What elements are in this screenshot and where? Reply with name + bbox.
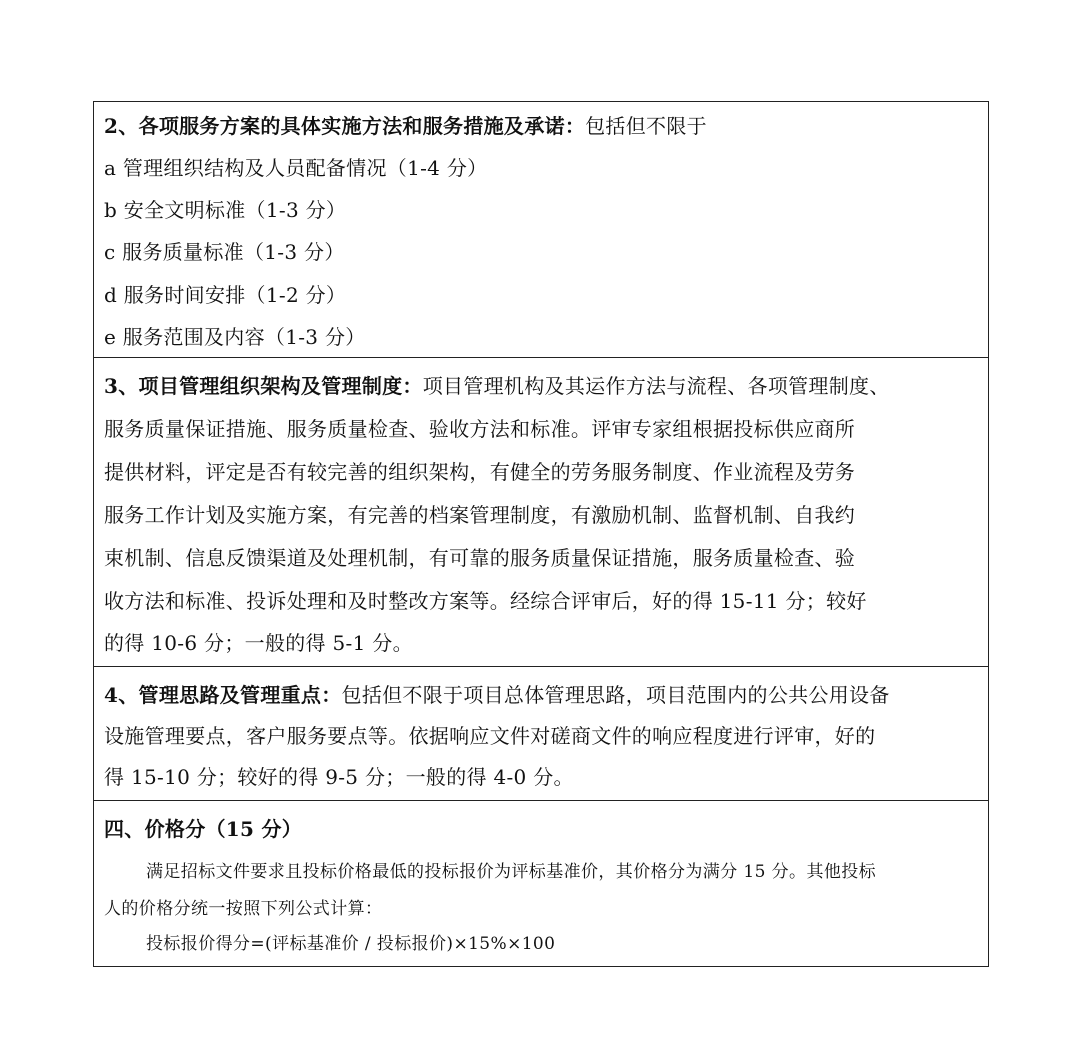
section-2-heading-bold: 2、各项服务方案的具体实施方法和服务措施及承诺： bbox=[104, 114, 586, 138]
scoring-table bbox=[93, 101, 989, 967]
price-section-line-2: 人的价格分统一按照下列公式计算： bbox=[104, 899, 383, 919]
price-section-line-1: 满足招标文件要求且投标价格最低的投标报价为评标基准价，其价格分为满分 15 分。其他投标 bbox=[146, 862, 877, 882]
price-section-cell bbox=[94, 801, 988, 968]
price-formula: 投标报价得分=(评标基准价 / 投标报价)×15%×100 bbox=[146, 934, 556, 954]
section-2-item-b: b 安全文明标准（1-3 分） bbox=[104, 198, 347, 222]
section-3-line-3: 提供材料，评定是否有较完善的组织架构，有健全的劳务服务制度、作业流程及劳务 bbox=[104, 460, 856, 484]
section-4-line-3: 得 15-10 分；较好的得 9-5 分；一般的得 4-0 分。 bbox=[104, 765, 574, 789]
section-3-cell bbox=[94, 358, 988, 667]
section-3-line-2: 服务质量保证措施、服务质量检查、验收方法和标准。评审专家组根据投标供应商所 bbox=[104, 417, 856, 441]
section-4-heading-bold: 4、管理思路及管理重点： bbox=[104, 683, 342, 707]
price-section-heading: 四、价格分（15 分） bbox=[104, 817, 303, 841]
section-2-item-d: d 服务时间安排（1-2 分） bbox=[104, 283, 347, 307]
section-3-line-1-text: 项目管理机构及其运作方法与流程、各项管理制度、 bbox=[422, 374, 890, 398]
section-4-line-2: 设施管理要点，客户服务要点等。依据响应文件对磋商文件的响应程度进行评审，好的 bbox=[104, 724, 876, 748]
section-2-item-e: e 服务范围及内容（1-3 分） bbox=[104, 325, 366, 349]
section-3-line-5: 束机制、信息反馈渠道及处理机制，有可靠的服务质量保证措施，服务质量检查、验 bbox=[104, 546, 856, 570]
section-2-item-a: a 管理组织结构及人员配备情况（1-4 分） bbox=[104, 156, 488, 180]
section-3-line-6: 收方法和标准、投诉处理和及时整改方案等。经综合评审后，好的得 15-11 分；较好 bbox=[104, 589, 867, 613]
section-3-line-7: 的得 10-6 分；一般的得 5-1 分。 bbox=[104, 631, 413, 655]
section-2-item-c: c 服务质量标准（1-3 分） bbox=[104, 240, 345, 264]
section-2-cell bbox=[94, 102, 988, 358]
section-3-line-1 bbox=[104, 374, 890, 398]
section-2-heading-rest: 包括但不限于 bbox=[585, 114, 707, 138]
section-4-cell bbox=[94, 667, 988, 801]
section-4-line-1 bbox=[104, 683, 890, 707]
section-4-line-1-text: 包括但不限于项目总体管理思路，项目范围内的公共公用设备 bbox=[341, 683, 890, 707]
section-3-line-4: 服务工作计划及实施方案，有完善的档案管理制度，有激励机制、监督机制、自我约 bbox=[104, 503, 856, 527]
section-2-heading bbox=[104, 114, 707, 138]
section-3-heading-bold: 3、项目管理组织架构及管理制度： bbox=[104, 374, 423, 398]
